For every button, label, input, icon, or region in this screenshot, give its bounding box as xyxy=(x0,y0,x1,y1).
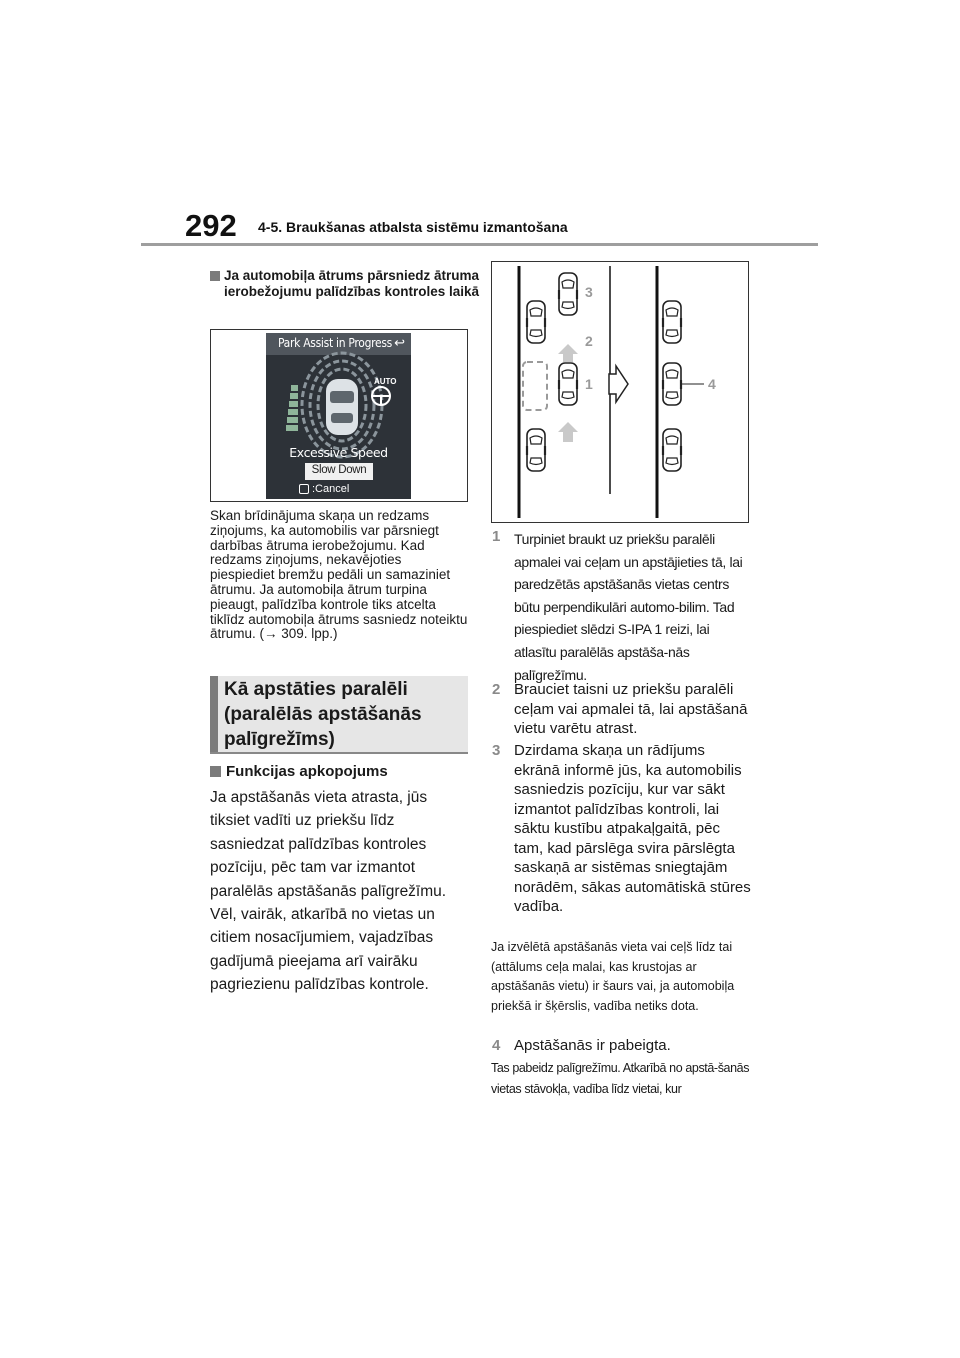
subheading-function-summary xyxy=(210,763,388,780)
parked-car-bottom-left xyxy=(527,429,545,471)
park-assist-screen xyxy=(266,333,411,499)
parked-car-top-right xyxy=(663,301,681,343)
step-4 xyxy=(491,1036,753,1056)
section-heading: Kā apstāties paralēli (paralēlās apstāšanās palīgrežīms) xyxy=(224,679,422,750)
subheading-text: Funkcijas apkopojums xyxy=(226,763,388,780)
bullet-square-icon xyxy=(210,766,221,777)
diagram-label-2: 2 xyxy=(585,333,593,349)
diagram-label-1: 1 xyxy=(585,376,593,392)
header-rule xyxy=(141,243,818,246)
paragraph-warning-description: Skan brīdinājuma skaņa un redzams ziņojums, ka automobilis var pārsniegt darbības ātruma ierobežojumu. Kad redzams ziņojums, nekavējoties piespiediet bremžu pedāli un samaziniet ātrumu. Ja automobiļa ātrum turpina pieaugt, palīdzība kontrole tiks atcelta tiklīdz automobiļa ātrums sasniedz noteiktu ātrumu. (→ 309. lpp.) xyxy=(210,508,468,642)
step-text: Brauciet taisni uz priekšu paralēli ceļam vai apmalei tā, lai apstāšanā vietu varētu atrast. xyxy=(514,681,748,737)
target-parking-space xyxy=(523,362,547,410)
step-1 xyxy=(491,528,753,686)
subheading-text: Ja automobiļa ātrums pārsniedz ātruma ierobežojumu palīdzības kontroles laikā xyxy=(224,268,480,299)
note-narrow-space: Ja izvēlētā apstāšanās vieta vai ceļš līdz tai (attālums ceļa malai, kas krustojas ar apstāšanās vietu) ir šaurs vai, ja automobiļa priekšā ir šķērslis, vadība netiks dota. xyxy=(491,940,735,1014)
up-arrow-icon xyxy=(558,344,578,362)
step-2 xyxy=(491,680,753,739)
parked-car-bottom-right xyxy=(663,429,681,471)
section-heading-bar xyxy=(210,676,218,752)
section-title: 4-5. Braukšanas atbalsta sistēmu izmantošana xyxy=(258,219,568,235)
parked-car-completed xyxy=(663,363,681,405)
parallel-parking-diagram xyxy=(491,261,749,523)
step-number: 2 xyxy=(492,681,501,698)
cancel-label: :Cancel xyxy=(312,483,350,495)
step-number: 4 xyxy=(492,1037,501,1054)
parking-diagram-graphic xyxy=(492,262,748,522)
step-number: 1 xyxy=(492,528,501,545)
diagram-label-3: 3 xyxy=(585,284,593,300)
vehicle-position-1 xyxy=(559,363,577,405)
subheading-excessive-speed xyxy=(210,268,482,300)
camera-switch-icon xyxy=(299,484,309,494)
parked-car-top-left xyxy=(527,301,545,343)
diagram-label-4: 4 xyxy=(708,376,716,392)
auto-label: AUTO xyxy=(374,377,397,386)
up-arrow-icon xyxy=(558,422,578,442)
note-completion: Tas pabeidz palīgrežīmu. Atkarībā no apstā-šanās vietas stāvokļa, vadība līdz vietai, kur xyxy=(491,1061,750,1096)
page-number: 292 xyxy=(185,208,237,243)
bullet-square-icon xyxy=(210,271,220,281)
step-text: Dzirdama skaņa un rādījums ekrānā informē jūs, ka automobilis sasniedzis pozīciju, kur var sākt izmantot palīdzības kontroli, lai sāktu kustību atpakaļgaitā, pēc tam, kad pārslēga svira pārslēgta saskaņā ar sistēmas sniegtajām norādēm, sākas automātiskā stūres vadība. xyxy=(514,742,751,915)
step-text: Apstāšanās ir pabeigta. xyxy=(514,1037,671,1054)
step-text: Turpiniet braukt uz priekšu paralēli apmalei vai ceļam un apstājieties tā, lai paredzētās apstāšanās vietas centrs būtu perpendikulāri automo-bilim. Tad piespiediet slēdzi S-IPA 1 reizi, lai atlasītu paralēlās apstāša-nās palīgrežīmu. xyxy=(514,531,743,683)
excessive-speed-warning: Excessive Speed xyxy=(289,445,388,460)
paragraph-function-summary: Ja apstāšanās vieta atrasta, jūs tiksiet vadīti uz priekšu līdz sasniedzat palīdzības kontroles pozīciju, pēc tam var izmantot paralēlās apstāšanās palīgrežīmu. Vēl, vairāk, atkarībā no vietas un citiem nosacījumiem, vajadzības gadījumā pieejama arī vairāku pagriezienu palīdzības kontrole. xyxy=(210,789,447,994)
step-number: 3 xyxy=(492,742,501,759)
section-heading-rule xyxy=(210,752,468,754)
slow-down-text: Slow Down xyxy=(311,464,367,476)
transition-arrow-icon xyxy=(609,366,628,402)
back-arrow-icon: ↩ xyxy=(394,335,405,350)
screen-title: Park Assist in Progress xyxy=(278,336,392,350)
vehicle-position-3 xyxy=(559,273,577,315)
slow-down-box xyxy=(305,463,373,480)
step-3 xyxy=(491,741,753,917)
